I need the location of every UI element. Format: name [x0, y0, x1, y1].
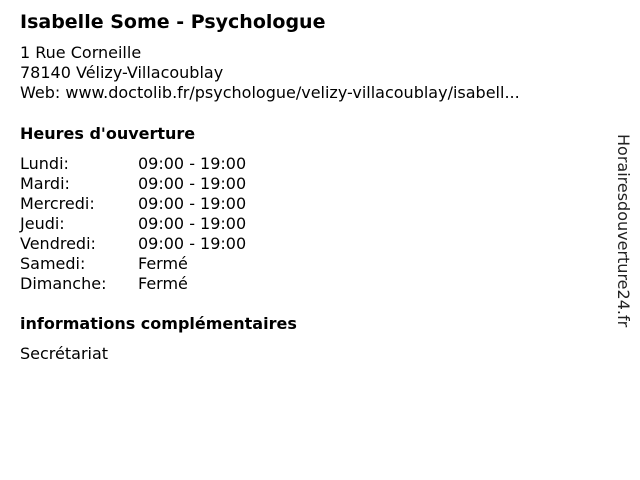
site-watermark: Horairesdouverture24.fr: [614, 134, 633, 328]
additional-info-heading: informations complémentaires: [20, 314, 297, 333]
day-label: Jeudi:: [20, 214, 65, 233]
hours-row-tuesday: [20, 174, 280, 194]
day-hours: 09:00 - 19:00: [138, 234, 247, 253]
day-hours: 09:00 - 19:00: [138, 154, 247, 173]
day-hours: 09:00 - 19:00: [138, 214, 247, 233]
address-block: [20, 43, 520, 103]
opening-hours-table: [20, 154, 280, 294]
day-label: Mercredi:: [20, 194, 95, 213]
hours-row-friday: [20, 234, 280, 254]
website-link[interactable]: Web: www.doctolib.fr/psychologue/velizy-villacoublay/isabell...: [20, 83, 520, 102]
day-label: Mardi:: [20, 174, 70, 193]
page-title: Isabelle Some - Psychologue: [20, 11, 326, 33]
hours-row-sunday: [20, 274, 280, 294]
day-label: Vendredi:: [20, 234, 96, 253]
hours-row-saturday: [20, 254, 280, 274]
day-label: Dimanche:: [20, 274, 107, 293]
day-hours: Fermé: [138, 254, 188, 273]
day-hours: Fermé: [138, 274, 188, 293]
day-hours: 09:00 - 19:00: [138, 194, 247, 213]
opening-hours-heading: Heures d'ouverture: [20, 124, 196, 143]
additional-info-text: Secrétariat: [20, 344, 109, 363]
day-label: Samedi:: [20, 254, 86, 273]
street-address: 1 Rue Corneille: [20, 43, 142, 62]
city-address: 78140 Vélizy-Villacoublay: [20, 63, 224, 82]
day-hours: 09:00 - 19:00: [138, 174, 247, 193]
hours-row-wednesday: [20, 194, 280, 214]
day-label: Lundi:: [20, 154, 69, 173]
hours-row-monday: [20, 154, 280, 174]
hours-row-thursday: [20, 214, 280, 234]
